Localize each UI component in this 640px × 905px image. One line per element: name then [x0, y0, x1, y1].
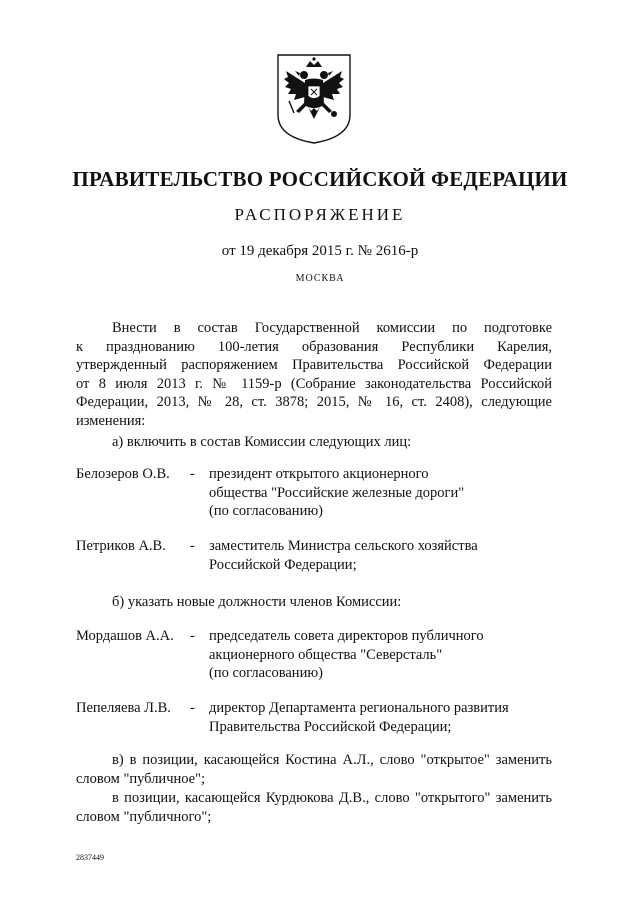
role-line: (по согласованию)	[209, 503, 323, 519]
amendment-line: словом "публичное";	[76, 770, 206, 787]
role-line: Российской Федерации;	[209, 556, 357, 573]
person-role	[209, 627, 484, 683]
government-title: ПРАВИТЕЛЬСТВО РОССИЙСКОЙ ФЕДЕРАЦИИ	[72, 167, 568, 191]
role-line: (по согласованию)	[209, 665, 323, 681]
document-code: 2837449	[76, 853, 104, 862]
person-dash: -	[190, 538, 195, 554]
amendment-line: в) в позиции, касающейся Костина А.Л., слово "открытое" заменить	[112, 752, 552, 768]
section-c-paragraph	[76, 789, 552, 826]
intro-line: от 8 июля 2013 г. № 1159-р (Собрание законодательства Российской	[76, 375, 552, 392]
section-b-heading: б) указать новые должности членов Комиссии:	[112, 594, 402, 610]
role-line: заместитель Министра сельского хозяйства	[209, 538, 478, 554]
document-date-number: от 19 декабря 2015 г. № 2616-р	[221, 243, 419, 259]
role-line: директор Департамента регионального развития	[209, 700, 509, 716]
intro-paragraph	[76, 319, 552, 430]
person-dash: -	[190, 466, 195, 482]
person-name: Пепеляева Л.В.	[76, 700, 171, 716]
role-line: акционерного общества "Северсталь"	[209, 646, 443, 663]
amendment-line: словом "публичного";	[76, 808, 212, 825]
person-entry	[76, 699, 552, 737]
person-name: Петриков А.В.	[76, 538, 166, 554]
person-role	[209, 465, 464, 521]
intro-line: к празднованию 100-летия образования Республики Карелия,	[76, 338, 552, 355]
document-city: МОСКВА	[295, 273, 345, 284]
role-line: общества "Российские железные дороги"	[209, 484, 465, 501]
person-dash: -	[190, 628, 195, 644]
amendment-line: в позиции, касающейся Курдюкова Д.В., слово "открытого" заменить	[112, 790, 552, 806]
person-name: Мордашов А.А.	[76, 628, 174, 644]
person-name: Белозеров О.В.	[76, 466, 170, 482]
person-entry	[76, 465, 552, 521]
person-role	[209, 537, 478, 574]
role-line: президент открытого акционерного	[209, 466, 429, 482]
person-entry	[76, 627, 552, 683]
person-role	[209, 699, 509, 736]
intro-line: Федерации, 2013, № 28, ст. 3878; 2015, № 16, ст. 2408), следующие	[76, 394, 552, 410]
intro-line: Внести в состав Государственной комиссии по подготовке	[112, 320, 552, 336]
intro-line: изменения:	[76, 412, 146, 429]
role-line: Правительства Российской Федерации;	[209, 718, 452, 735]
intro-line: утвержденный распоряжением Правительства Российской Федерации	[76, 357, 552, 373]
person-dash: -	[190, 700, 195, 716]
section-c-paragraph	[76, 751, 552, 788]
role-line: председатель совета директоров публичного	[209, 628, 484, 644]
section-a-heading: а) включить в состав Комиссии следующих лиц:	[112, 434, 412, 450]
document-type: РАСПОРЯЖЕНИЕ	[234, 205, 406, 224]
coat-of-arms-emblem	[272, 53, 356, 145]
person-entry	[76, 537, 552, 575]
